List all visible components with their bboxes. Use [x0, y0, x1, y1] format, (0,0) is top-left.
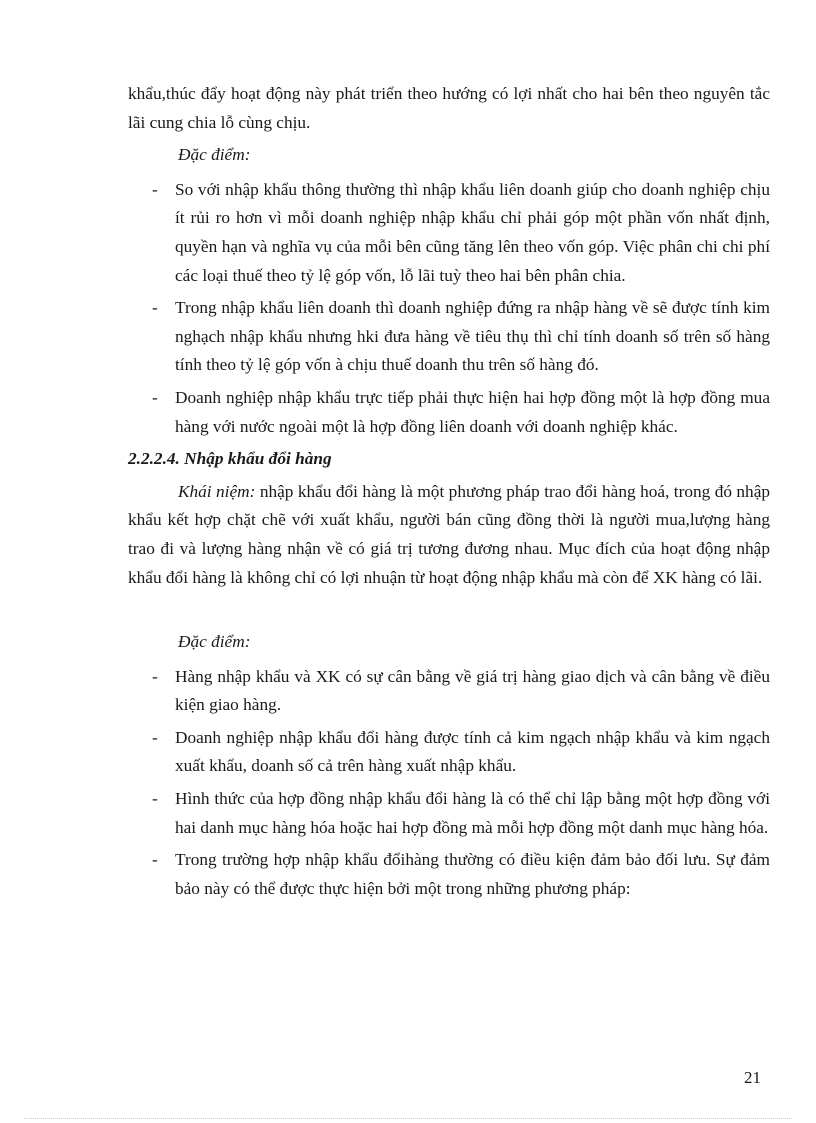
concept-paragraph	[128, 478, 770, 592]
features-label: Đặc điểm:	[178, 145, 251, 165]
bullet-dash: -	[152, 179, 158, 199]
list-item: - So với nhập khẩu thông thường thì nhập khẩu liên doanh giúp cho doanh nghiệp chịu ít rủi ro hơn vì mỗi doanh nghiệp nhập khẩu chỉ phải góp một phần vốn nhất định, quyền hạn và nghĩa vụ của mỗi bên cũng tăng lên theo vốn góp. Việc phân chi chi phí các loại thuế theo tỷ lệ góp vốn, lỗ lãi tuỳ theo hai bên phân chia.	[128, 176, 770, 290]
bullet-dash: -	[152, 789, 158, 809]
intro-paragraph: khẩu,thúc đẩy hoạt động này phát triển theo hướng có lợi nhất cho hai bên theo nguyên tắc lãi cung chia lỗ cùng chịu.	[128, 84, 770, 132]
bullet-dash: -	[152, 727, 158, 747]
features-list-1	[128, 176, 770, 441]
bullet-dash: -	[152, 298, 158, 318]
page-body	[128, 80, 770, 907]
list-item: - Trong trường hợp nhập khẩu đổihàng thường có điều kiện đảm bảo đối lưu. Sự đảm bảo này có thể được thực hiện bởi một trong những phương pháp:	[128, 846, 770, 903]
list-item: - Hình thức của hợp đồng nhập khẩu đổi hàng là có thể chỉ lập bằng một hợp đồng với hai danh mục hàng hóa hoặc hai hợp đồng mà mỗi hợp đồng một danh mục hàng hóa.	[128, 785, 770, 842]
features-label-2: Đặc điểm:	[178, 632, 251, 652]
concept-label: Khái niệm:	[178, 481, 256, 501]
page-number: 21	[744, 1068, 761, 1087]
list-item: - Trong nhập khẩu liên doanh thì doanh nghiệp đứng ra nhập hàng về sẽ được tính kim nghạch nhập khẩu nhưng hki đưa hàng về tiêu thụ thì chỉ tính doanh số trên số hàng tính theo tỷ lệ góp vốn à chịu thuế doanh thu trên số hàng đó.	[128, 294, 770, 380]
bullet-dash: -	[152, 666, 158, 686]
concept-text: nhập khẩu đổi hàng là một phương pháp trao đổi hàng hoá, trong đó nhập khẩu kết hợp chặt chẽ với xuất khẩu, người bán cũng đồng thời là người mua,lượng hàng trao đi và lượng hàng nhận về có giá trị tương đương nhau. Mục đích của hoạt động nhập khẩu đổi hàng là không chỉ có lợi nhuận từ hoạt động nhập khẩu mà còn để XK hàng có lãi.	[128, 481, 771, 587]
list-item: - Doanh nghiệp nhập khẩu trực tiếp phải thực hiện hai hợp đồng một là hợp đồng mua hàng với nước ngoài một là hợp đồng liên doanh với doanh nghiệp khác.	[128, 384, 770, 441]
list-item: - Doanh nghiệp nhập khẩu đổi hàng được tính cả kim ngạch nhập khẩu và kim ngạch xuất khẩu, doanh số cả trên hàng xuất nhập khẩu.	[128, 724, 770, 781]
bullet-dash: -	[152, 387, 158, 407]
list-item: - Hàng nhập khẩu và XK có sự cân bằng về giá trị hàng giao dịch và cân bằng về điều kiện giao hàng.	[128, 663, 770, 720]
features-list-2	[128, 663, 770, 904]
section-heading: 2.2.2.4. Nhập khẩu đổi hàng	[128, 449, 332, 469]
bullet-dash: -	[152, 850, 158, 870]
page-bottom-divider	[24, 1118, 792, 1119]
